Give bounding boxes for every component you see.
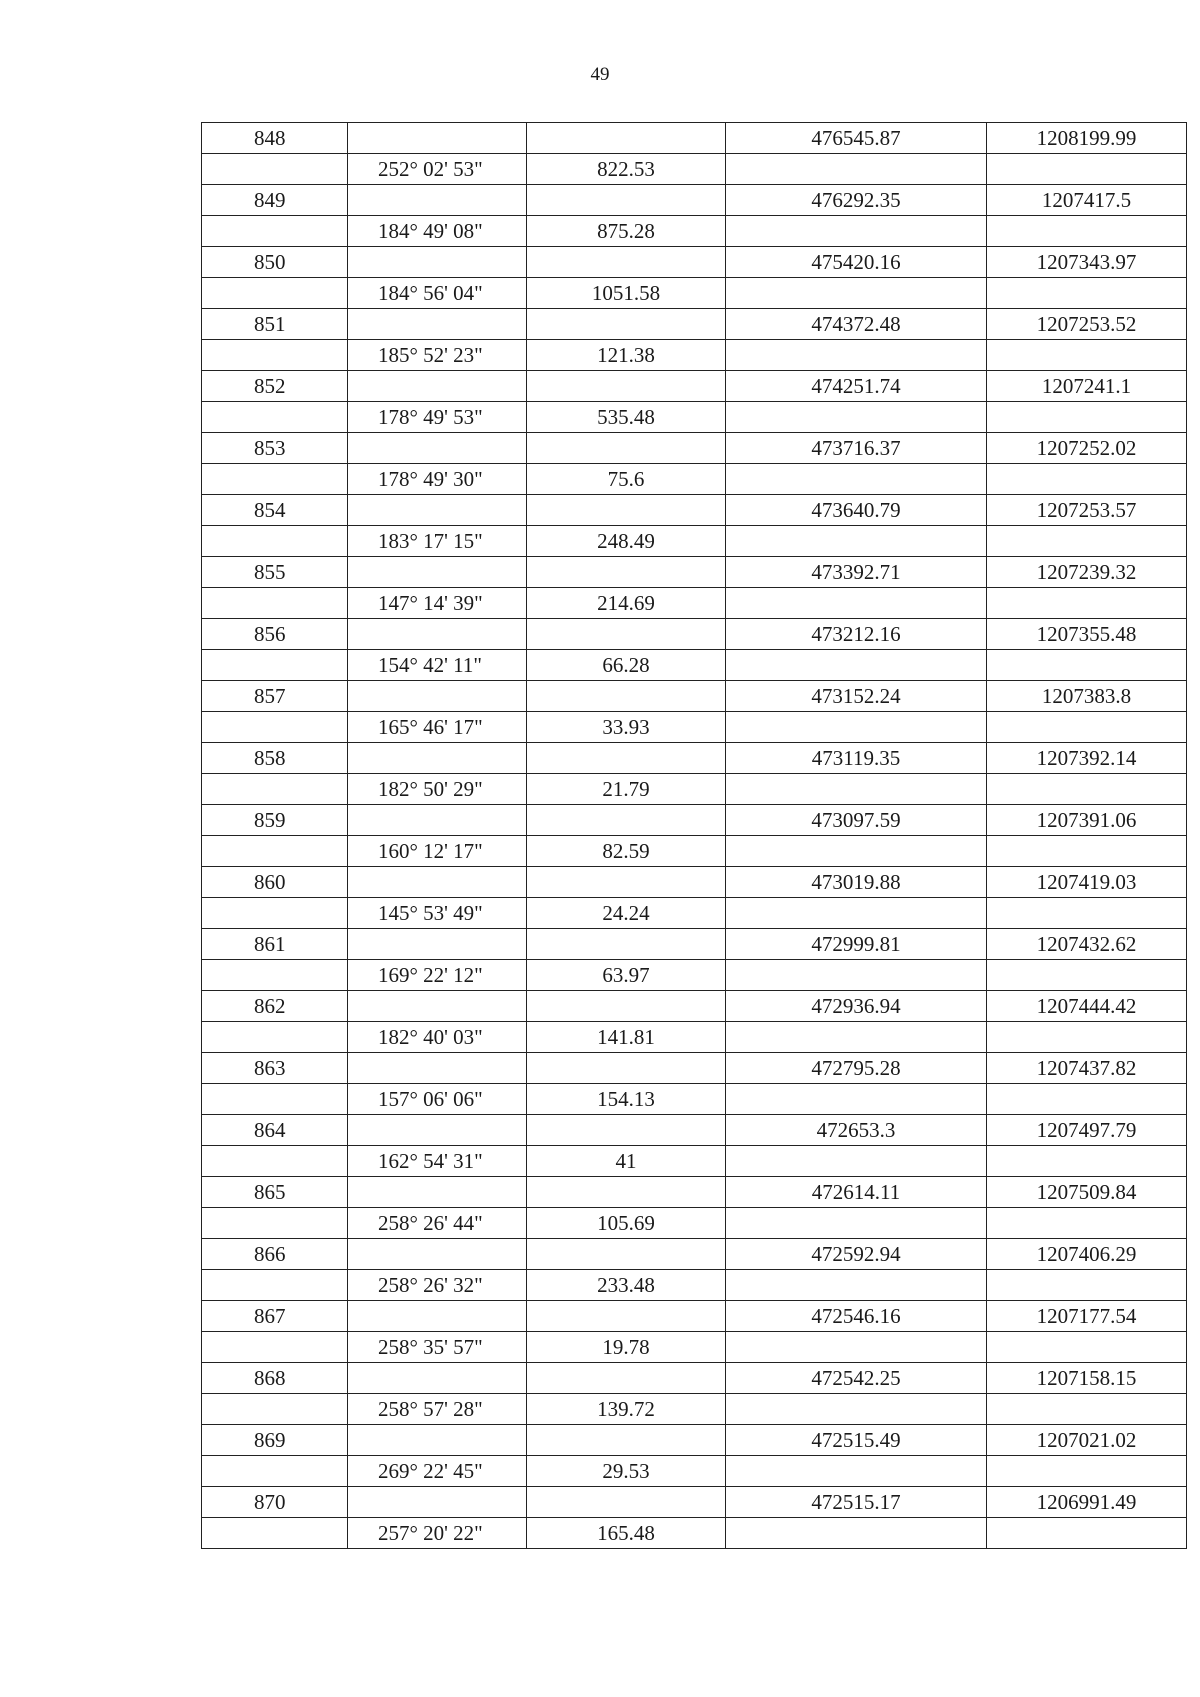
empty-cell xyxy=(987,1084,1187,1115)
course-row xyxy=(202,588,1187,619)
empty-cell xyxy=(348,1487,527,1518)
distance-cell: 33.93 xyxy=(527,712,726,743)
course-row xyxy=(202,1332,1187,1363)
empty-cell xyxy=(348,1177,527,1208)
northing-cell: 472999.81 xyxy=(726,929,987,960)
empty-cell xyxy=(726,712,987,743)
empty-cell xyxy=(987,960,1187,991)
empty-cell xyxy=(348,1053,527,1084)
easting-cell: 1207419.03 xyxy=(987,867,1187,898)
table-body xyxy=(202,123,1187,1549)
bearing-cell: 157° 06' 06" xyxy=(348,1084,527,1115)
distance-cell: 29.53 xyxy=(527,1456,726,1487)
course-row xyxy=(202,402,1187,433)
point-row xyxy=(202,1115,1187,1146)
empty-cell xyxy=(348,1115,527,1146)
coordinate-table xyxy=(201,122,1187,1549)
northing-cell: 472653.3 xyxy=(726,1115,987,1146)
empty-cell xyxy=(987,588,1187,619)
course-row xyxy=(202,1518,1187,1549)
distance-cell: 63.97 xyxy=(527,960,726,991)
easting-cell: 1207392.14 xyxy=(987,743,1187,774)
empty-cell xyxy=(202,216,348,247)
empty-cell xyxy=(348,1239,527,1270)
empty-cell xyxy=(527,1239,726,1270)
empty-cell xyxy=(987,1270,1187,1301)
bearing-cell: 178° 49' 30" xyxy=(348,464,527,495)
empty-cell xyxy=(726,1270,987,1301)
course-row xyxy=(202,154,1187,185)
point-row xyxy=(202,371,1187,402)
bearing-cell: 169° 22' 12" xyxy=(348,960,527,991)
bearing-cell: 182° 40' 03" xyxy=(348,1022,527,1053)
northing-cell: 472542.25 xyxy=(726,1363,987,1394)
easting-cell: 1207253.57 xyxy=(987,495,1187,526)
bearing-cell: 184° 49' 08" xyxy=(348,216,527,247)
distance-cell: 1051.58 xyxy=(527,278,726,309)
distance-cell: 822.53 xyxy=(527,154,726,185)
point-row xyxy=(202,247,1187,278)
empty-cell xyxy=(527,743,726,774)
empty-cell xyxy=(348,371,527,402)
bearing-cell: 252° 02' 53" xyxy=(348,154,527,185)
empty-cell xyxy=(202,154,348,185)
station-cell: 851 xyxy=(202,309,348,340)
empty-cell xyxy=(527,433,726,464)
course-row xyxy=(202,774,1187,805)
easting-cell: 1207158.15 xyxy=(987,1363,1187,1394)
empty-cell xyxy=(202,650,348,681)
distance-cell: 141.81 xyxy=(527,1022,726,1053)
distance-cell: 19.78 xyxy=(527,1332,726,1363)
easting-cell: 1207437.82 xyxy=(987,1053,1187,1084)
bearing-cell: 178° 49' 53" xyxy=(348,402,527,433)
empty-cell xyxy=(987,216,1187,247)
point-row xyxy=(202,743,1187,774)
point-row xyxy=(202,123,1187,154)
empty-cell xyxy=(987,712,1187,743)
course-row xyxy=(202,1270,1187,1301)
easting-cell: 1206991.49 xyxy=(987,1487,1187,1518)
station-cell: 865 xyxy=(202,1177,348,1208)
course-row xyxy=(202,1084,1187,1115)
empty-cell xyxy=(987,526,1187,557)
station-cell: 852 xyxy=(202,371,348,402)
empty-cell xyxy=(202,1022,348,1053)
course-row xyxy=(202,1456,1187,1487)
point-row xyxy=(202,1239,1187,1270)
distance-cell: 214.69 xyxy=(527,588,726,619)
station-cell: 863 xyxy=(202,1053,348,1084)
empty-cell xyxy=(726,1208,987,1239)
easting-cell: 1207417.5 xyxy=(987,185,1187,216)
empty-cell xyxy=(202,1456,348,1487)
empty-cell xyxy=(726,836,987,867)
course-row xyxy=(202,712,1187,743)
bearing-cell: 160° 12' 17" xyxy=(348,836,527,867)
empty-cell xyxy=(202,402,348,433)
empty-cell xyxy=(726,1394,987,1425)
empty-cell xyxy=(348,805,527,836)
empty-cell xyxy=(726,774,987,805)
easting-cell: 1207497.79 xyxy=(987,1115,1187,1146)
station-cell: 866 xyxy=(202,1239,348,1270)
empty-cell xyxy=(348,309,527,340)
empty-cell xyxy=(987,340,1187,371)
distance-cell: 66.28 xyxy=(527,650,726,681)
easting-cell: 1207252.02 xyxy=(987,433,1187,464)
empty-cell xyxy=(726,588,987,619)
empty-cell xyxy=(348,1363,527,1394)
empty-cell xyxy=(726,1146,987,1177)
point-row xyxy=(202,433,1187,464)
empty-cell xyxy=(527,681,726,712)
northing-cell: 472936.94 xyxy=(726,991,987,1022)
empty-cell xyxy=(348,743,527,774)
distance-cell: 233.48 xyxy=(527,1270,726,1301)
bearing-cell: 269° 22' 45" xyxy=(348,1456,527,1487)
course-row xyxy=(202,898,1187,929)
easting-cell: 1207343.97 xyxy=(987,247,1187,278)
easting-cell: 1207021.02 xyxy=(987,1425,1187,1456)
empty-cell xyxy=(348,1425,527,1456)
course-row xyxy=(202,1146,1187,1177)
bearing-cell: 257° 20' 22" xyxy=(348,1518,527,1549)
empty-cell xyxy=(348,495,527,526)
station-cell: 870 xyxy=(202,1487,348,1518)
distance-cell: 82.59 xyxy=(527,836,726,867)
course-row xyxy=(202,526,1187,557)
empty-cell xyxy=(527,619,726,650)
station-cell: 857 xyxy=(202,681,348,712)
bearing-cell: 154° 42' 11" xyxy=(348,650,527,681)
empty-cell xyxy=(987,1022,1187,1053)
course-row xyxy=(202,278,1187,309)
station-cell: 861 xyxy=(202,929,348,960)
station-cell: 862 xyxy=(202,991,348,1022)
distance-cell: 165.48 xyxy=(527,1518,726,1549)
easting-cell: 1207355.48 xyxy=(987,619,1187,650)
empty-cell xyxy=(987,464,1187,495)
empty-cell xyxy=(202,774,348,805)
empty-cell xyxy=(987,774,1187,805)
empty-cell xyxy=(348,929,527,960)
empty-cell xyxy=(987,1394,1187,1425)
point-row xyxy=(202,309,1187,340)
empty-cell xyxy=(987,836,1187,867)
empty-cell xyxy=(726,960,987,991)
easting-cell: 1207444.42 xyxy=(987,991,1187,1022)
empty-cell xyxy=(348,619,527,650)
northing-cell: 473392.71 xyxy=(726,557,987,588)
station-cell: 856 xyxy=(202,619,348,650)
distance-cell: 21.79 xyxy=(527,774,726,805)
empty-cell xyxy=(726,1332,987,1363)
distance-cell: 535.48 xyxy=(527,402,726,433)
station-cell: 848 xyxy=(202,123,348,154)
northing-cell: 473097.59 xyxy=(726,805,987,836)
empty-cell xyxy=(527,495,726,526)
empty-cell xyxy=(987,278,1187,309)
easting-cell: 1207406.29 xyxy=(987,1239,1187,1270)
station-cell: 868 xyxy=(202,1363,348,1394)
empty-cell xyxy=(348,433,527,464)
empty-cell xyxy=(527,185,726,216)
empty-cell xyxy=(527,1425,726,1456)
empty-cell xyxy=(527,1053,726,1084)
course-row xyxy=(202,464,1187,495)
easting-cell: 1208199.99 xyxy=(987,123,1187,154)
empty-cell xyxy=(202,1394,348,1425)
easting-cell: 1207391.06 xyxy=(987,805,1187,836)
empty-cell xyxy=(348,1301,527,1332)
empty-cell xyxy=(987,650,1187,681)
point-row xyxy=(202,619,1187,650)
bearing-cell: 145° 53' 49" xyxy=(348,898,527,929)
course-row xyxy=(202,650,1187,681)
empty-cell xyxy=(726,898,987,929)
empty-cell xyxy=(202,278,348,309)
empty-cell xyxy=(202,960,348,991)
empty-cell xyxy=(202,1270,348,1301)
distance-cell: 248.49 xyxy=(527,526,726,557)
point-row xyxy=(202,1363,1187,1394)
easting-cell: 1207383.8 xyxy=(987,681,1187,712)
empty-cell xyxy=(527,929,726,960)
bearing-cell: 185° 52' 23" xyxy=(348,340,527,371)
northing-cell: 474251.74 xyxy=(726,371,987,402)
empty-cell xyxy=(202,464,348,495)
empty-cell xyxy=(987,402,1187,433)
station-cell: 859 xyxy=(202,805,348,836)
course-row xyxy=(202,1208,1187,1239)
empty-cell xyxy=(987,1456,1187,1487)
station-cell: 864 xyxy=(202,1115,348,1146)
empty-cell xyxy=(527,1363,726,1394)
station-cell: 853 xyxy=(202,433,348,464)
northing-cell: 473152.24 xyxy=(726,681,987,712)
northing-cell: 473640.79 xyxy=(726,495,987,526)
northing-cell: 473212.16 xyxy=(726,619,987,650)
distance-cell: 75.6 xyxy=(527,464,726,495)
empty-cell xyxy=(987,1146,1187,1177)
empty-cell xyxy=(202,1146,348,1177)
northing-cell: 475420.16 xyxy=(726,247,987,278)
point-row xyxy=(202,681,1187,712)
empty-cell xyxy=(726,340,987,371)
northing-cell: 476545.87 xyxy=(726,123,987,154)
easting-cell: 1207253.52 xyxy=(987,309,1187,340)
empty-cell xyxy=(527,867,726,898)
empty-cell xyxy=(527,1487,726,1518)
bearing-cell: 258° 26' 44" xyxy=(348,1208,527,1239)
empty-cell xyxy=(987,154,1187,185)
empty-cell xyxy=(527,371,726,402)
point-row xyxy=(202,805,1187,836)
course-row xyxy=(202,960,1187,991)
bearing-cell: 147° 14' 39" xyxy=(348,588,527,619)
empty-cell xyxy=(202,836,348,867)
empty-cell xyxy=(987,898,1187,929)
point-row xyxy=(202,1053,1187,1084)
northing-cell: 473119.35 xyxy=(726,743,987,774)
northing-cell: 476292.35 xyxy=(726,185,987,216)
empty-cell xyxy=(987,1518,1187,1549)
empty-cell xyxy=(726,650,987,681)
empty-cell xyxy=(527,1115,726,1146)
station-cell: 849 xyxy=(202,185,348,216)
bearing-cell: 258° 35' 57" xyxy=(348,1332,527,1363)
empty-cell xyxy=(726,1518,987,1549)
empty-cell xyxy=(202,1332,348,1363)
empty-cell xyxy=(987,1332,1187,1363)
distance-cell: 139.72 xyxy=(527,1394,726,1425)
empty-cell xyxy=(202,898,348,929)
empty-cell xyxy=(726,278,987,309)
empty-cell xyxy=(348,185,527,216)
point-row xyxy=(202,557,1187,588)
empty-cell xyxy=(348,123,527,154)
empty-cell xyxy=(726,1084,987,1115)
distance-cell: 41 xyxy=(527,1146,726,1177)
empty-cell xyxy=(527,1301,726,1332)
distance-cell: 24.24 xyxy=(527,898,726,929)
bearing-cell: 165° 46' 17" xyxy=(348,712,527,743)
northing-cell: 472515.17 xyxy=(726,1487,987,1518)
empty-cell xyxy=(202,1518,348,1549)
empty-cell xyxy=(726,154,987,185)
empty-cell xyxy=(348,867,527,898)
empty-cell xyxy=(527,309,726,340)
point-row xyxy=(202,1425,1187,1456)
easting-cell: 1207239.32 xyxy=(987,557,1187,588)
distance-cell: 154.13 xyxy=(527,1084,726,1115)
distance-cell: 105.69 xyxy=(527,1208,726,1239)
station-cell: 854 xyxy=(202,495,348,526)
empty-cell xyxy=(987,1208,1187,1239)
northing-cell: 472592.94 xyxy=(726,1239,987,1270)
empty-cell xyxy=(202,1084,348,1115)
station-cell: 867 xyxy=(202,1301,348,1332)
station-cell: 860 xyxy=(202,867,348,898)
bearing-cell: 258° 57' 28" xyxy=(348,1394,527,1425)
empty-cell xyxy=(726,1022,987,1053)
empty-cell xyxy=(202,340,348,371)
station-cell: 855 xyxy=(202,557,348,588)
easting-cell: 1207509.84 xyxy=(987,1177,1187,1208)
point-row xyxy=(202,1177,1187,1208)
empty-cell xyxy=(348,557,527,588)
course-row xyxy=(202,340,1187,371)
northing-cell: 473716.37 xyxy=(726,433,987,464)
northing-cell: 474372.48 xyxy=(726,309,987,340)
empty-cell xyxy=(202,588,348,619)
empty-cell xyxy=(527,1177,726,1208)
bearing-cell: 182° 50' 29" xyxy=(348,774,527,805)
empty-cell xyxy=(726,526,987,557)
empty-cell xyxy=(726,216,987,247)
point-row xyxy=(202,1301,1187,1332)
northing-cell: 473019.88 xyxy=(726,867,987,898)
northing-cell: 472515.49 xyxy=(726,1425,987,1456)
empty-cell xyxy=(348,991,527,1022)
bearing-cell: 183° 17' 15" xyxy=(348,526,527,557)
station-cell: 850 xyxy=(202,247,348,278)
station-cell: 869 xyxy=(202,1425,348,1456)
easting-cell: 1207241.1 xyxy=(987,371,1187,402)
point-row xyxy=(202,991,1187,1022)
point-row xyxy=(202,495,1187,526)
course-row xyxy=(202,1394,1187,1425)
station-cell: 858 xyxy=(202,743,348,774)
bearing-cell: 184° 56' 04" xyxy=(348,278,527,309)
empty-cell xyxy=(348,247,527,278)
easting-cell: 1207177.54 xyxy=(987,1301,1187,1332)
bearing-cell: 162° 54' 31" xyxy=(348,1146,527,1177)
distance-cell: 121.38 xyxy=(527,340,726,371)
empty-cell xyxy=(527,557,726,588)
empty-cell xyxy=(202,712,348,743)
empty-cell xyxy=(348,681,527,712)
course-row xyxy=(202,1022,1187,1053)
empty-cell xyxy=(202,526,348,557)
point-row xyxy=(202,867,1187,898)
northing-cell: 472795.28 xyxy=(726,1053,987,1084)
course-row xyxy=(202,216,1187,247)
northing-cell: 472546.16 xyxy=(726,1301,987,1332)
page-number: 49 xyxy=(590,64,610,85)
point-row xyxy=(202,929,1187,960)
empty-cell xyxy=(726,1456,987,1487)
point-row xyxy=(202,185,1187,216)
empty-cell xyxy=(527,247,726,278)
point-row xyxy=(202,1487,1187,1518)
easting-cell: 1207432.62 xyxy=(987,929,1187,960)
empty-cell xyxy=(527,123,726,154)
distance-cell: 875.28 xyxy=(527,216,726,247)
empty-cell xyxy=(726,402,987,433)
bearing-cell: 258° 26' 32" xyxy=(348,1270,527,1301)
northing-cell: 472614.11 xyxy=(726,1177,987,1208)
empty-cell xyxy=(527,991,726,1022)
course-row xyxy=(202,836,1187,867)
empty-cell xyxy=(202,1208,348,1239)
empty-cell xyxy=(726,464,987,495)
empty-cell xyxy=(527,805,726,836)
